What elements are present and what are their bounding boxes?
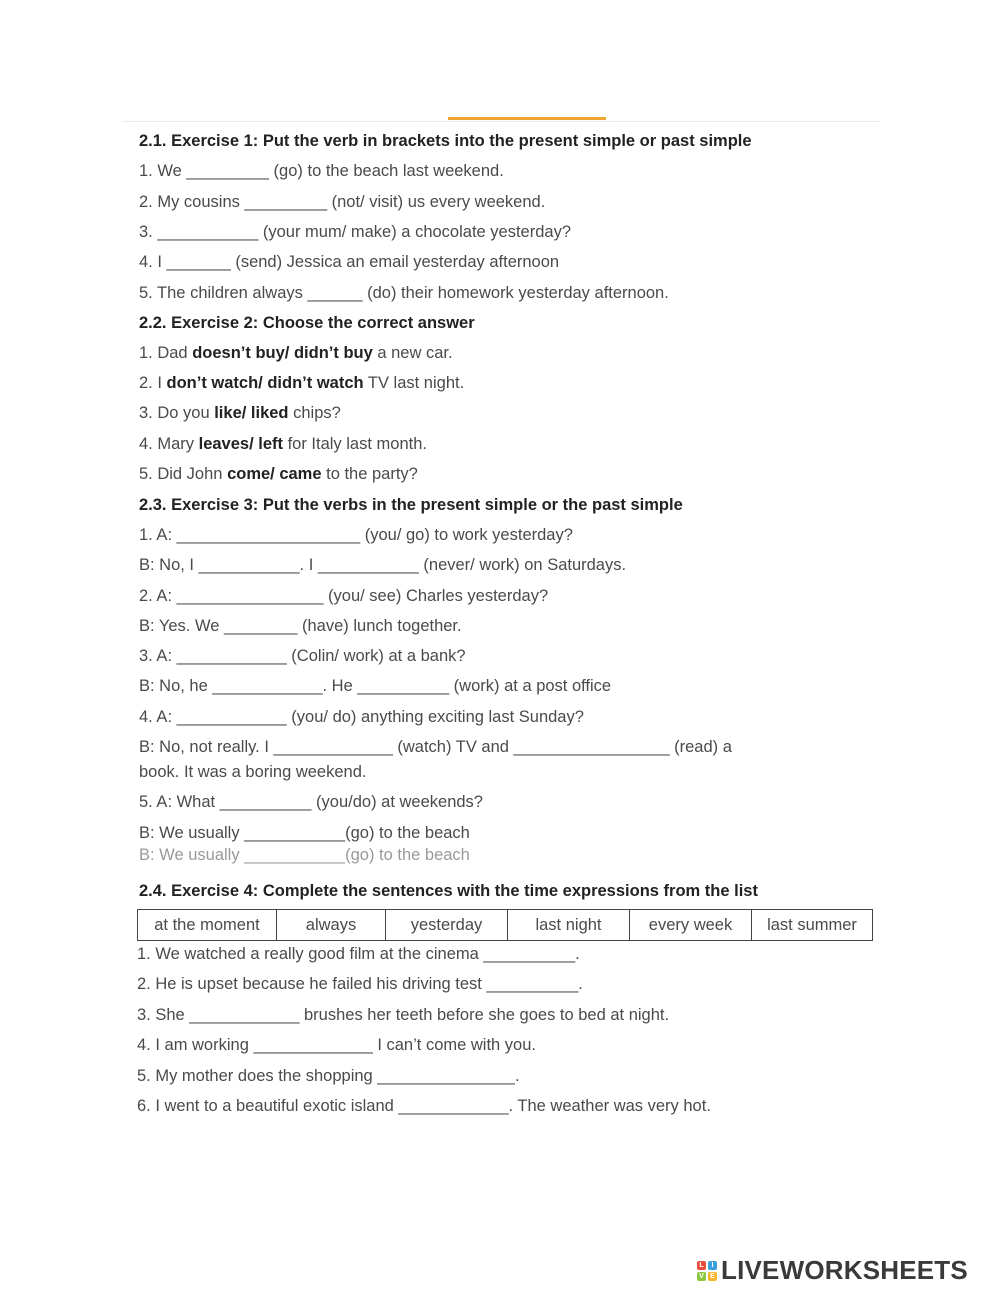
exercise-3-item: B: No, he ____________. He __________ (work) at a post office [139,677,612,695]
exercise-2-heading: 2.2. Exercise 2: Choose the correct answer [139,314,475,332]
exercise-4-item: 6. I went to a beautiful exotic island ____________. The weather was very hot. [137,1097,711,1115]
exercise-3-item: 5. A: What __________ (you/do) at weekends? [139,793,483,811]
exercise-3-item: 1. A: ____________________ (you/ go) to work yesterday? [139,526,573,544]
item-text-pre: 2. I [139,374,167,392]
expression-cell: yesterday [386,910,508,941]
exercise-3-item: B: We usually ___________(go) to the beach [139,824,470,842]
exercise-2-item [139,374,464,394]
item-text-post: TV last night. [363,374,465,392]
answer-options[interactable]: like/ liked [214,404,289,422]
exercise-3-item: 2. A: ________________ (you/ see) Charles yesterday? [139,587,549,605]
exercise-3-item: 3. A: ____________ (Colin/ work) at a bank? [139,647,466,665]
expression-cell: last night [508,910,630,941]
exercise-3-item: B: No, I ___________. I ___________ (never/ work) on Saturdays. [139,556,627,574]
exercise-3-heading: 2.3. Exercise 3: Put the verbs in the present simple or the past simple [139,496,683,514]
answer-options[interactable]: don’t watch/ didn’t watch [166,374,364,392]
time-expressions-table [137,909,873,941]
exercise-4-heading: 2.4. Exercise 4: Complete the sentences with the time expressions from the list [139,882,758,900]
logo-tile: E [708,1272,717,1281]
item-text-pre: 3. Do you [139,404,215,422]
exercise-3-item: B: Yes. We ________ (have) lunch together. [139,617,462,635]
answer-options[interactable]: doesn’t buy/ didn’t buy [192,344,373,362]
exercise-3-item: B: No, not really. I _____________ (watch) TV and _________________ (read) a [139,738,732,756]
item-text-pre: 4. Mary [139,435,199,453]
exercise-1-heading: 2.1. Exercise 1: Put the verb in brackets into the present simple or past simple [139,132,752,150]
item-text-pre: 5. Did John [139,465,228,483]
exercise-2-item [139,404,341,424]
answer-options[interactable]: come/ came [227,465,322,483]
liveworksheets-logo [697,1255,968,1286]
exercise-4-item: 1. We watched a really good film at the cinema __________. [137,945,580,963]
exercise-2-item [139,465,418,485]
logo-text: LIVEWORKSHEETS [721,1255,968,1285]
answer-options[interactable]: leaves/ left [198,435,283,453]
exercise-2-item [139,344,453,364]
expression-cell: every week [630,910,752,941]
clipped-text-fragment [139,846,519,866]
logo-tile: L [697,1261,706,1270]
exercise-1-item: 3. ___________ (your mum/ make) a chocolate yesterday? [139,223,571,241]
exercise-1-item: 2. My cousins _________ (not/ visit) us every weekend. [139,193,546,211]
exercise-4-item: 4. I am working _____________ I can’t come with you. [137,1036,536,1054]
item-text-post: to the party? [321,465,418,483]
exercise-3-item: book. It was a boring weekend. [139,763,367,781]
exercise-3-item: 4. A: ____________ (you/ do) anything exciting last Sunday? [139,708,584,726]
exercise-1-item: 5. The children always ______ (do) their homework yesterday afternoon. [139,284,669,302]
item-text-post: chips? [288,404,341,422]
item-text-post: a new car. [372,344,453,362]
item-text-pre: 1. Dad [139,344,193,362]
exercise-1-item: 1. We _________ (go) to the beach last weekend. [139,162,504,180]
logo-mark-icon [697,1261,717,1281]
clipped-text: B: We usually ___________(go) to the beach [139,846,470,864]
exercise-4-item: 5. My mother does the shopping _______________. [137,1067,520,1085]
expression-cell: always [277,910,386,941]
logo-tile: V [697,1272,706,1281]
item-text-post: for Italy last month. [283,435,427,453]
exercise-4-item: 3. She ____________ brushes her teeth before she goes to bed at night. [137,1006,670,1024]
header-accent-bar [448,117,606,120]
header-divider [122,121,880,122]
logo-tile: I [708,1261,717,1270]
exercise-1-item: 4. I _______ (send) Jessica an email yesterday afternoon [139,253,560,271]
expression-cell: last summer [752,910,873,941]
exercise-4-item: 2. He is upset because he failed his driving test __________. [137,975,583,993]
exercise-2-item [139,435,427,455]
expression-cell: at the moment [138,910,277,941]
